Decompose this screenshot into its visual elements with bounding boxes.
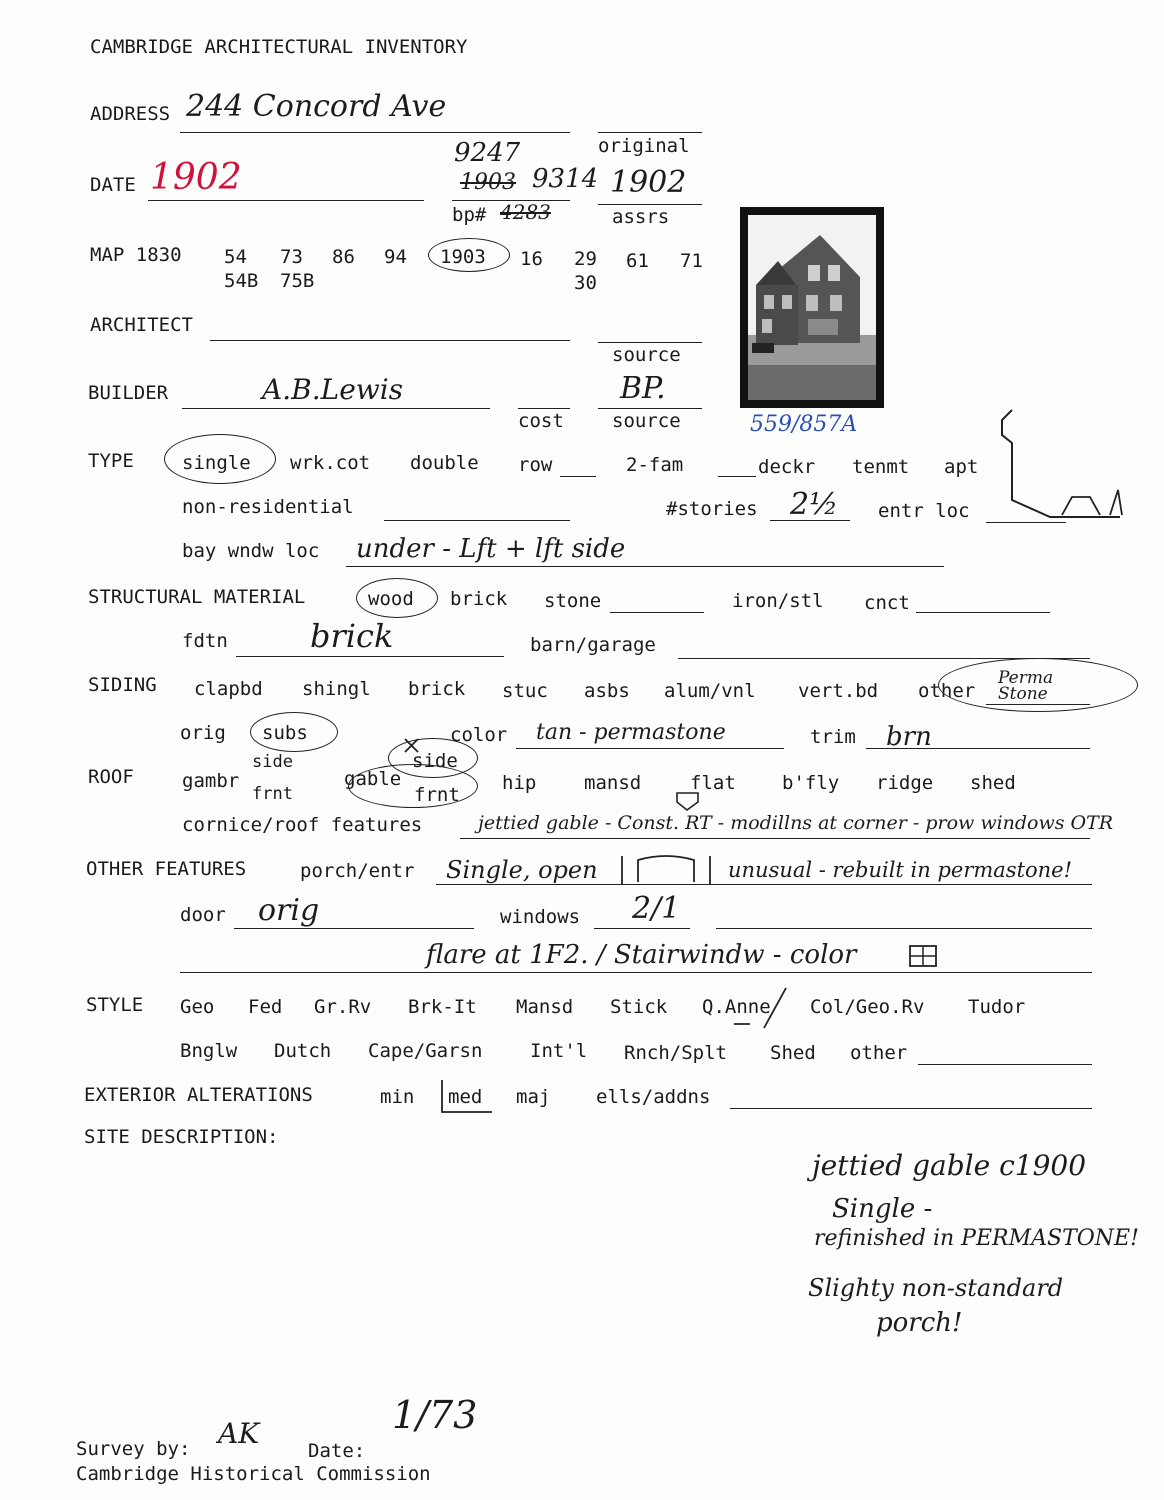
map-year-1903: 1903: [440, 246, 486, 268]
style-cape-garsn: Cape/Garsn: [368, 1040, 483, 1062]
survey-label: Survey by:: [76, 1438, 191, 1460]
door-value: orig: [258, 893, 320, 928]
style-geo: Geo: [180, 996, 215, 1018]
entr-loc-label: entr loc: [878, 500, 970, 522]
map-label: MAP 1830: [90, 244, 182, 266]
bp-new-value: 9314: [532, 164, 599, 194]
map-year-16: 16: [520, 248, 543, 270]
orig-label: orig: [180, 722, 226, 744]
style-col-geo-rv: Col/Geo.Rv: [810, 996, 925, 1018]
roof-gable: gable: [344, 768, 402, 790]
porch-note: unusual - rebuilt in permastone!: [728, 858, 1073, 882]
roof-frnt-circle: [348, 764, 478, 808]
cost-label: cost: [518, 410, 564, 432]
siding-vert-bd: vert.bd: [798, 680, 879, 702]
siding-other-circle: [938, 658, 1138, 712]
siding-other: other: [918, 680, 976, 702]
map-year-54b: 54B: [224, 270, 259, 292]
stories-label: #stories: [666, 498, 758, 520]
roof-mansd: mansd: [584, 772, 642, 794]
cornice-label: cornice/roof features: [182, 814, 423, 836]
roof-gable-side: side: [412, 750, 458, 772]
map-year-61: 61: [626, 250, 649, 272]
fdtn-line: [236, 656, 504, 657]
style-intl: Int'l: [530, 1040, 588, 1062]
original-assrs-value: 1902: [610, 165, 687, 200]
map-1903-circle: [428, 238, 510, 272]
architect-source-label: source: [612, 344, 681, 366]
photo-number: 559/857A: [750, 412, 858, 437]
style-fed: Fed: [248, 996, 283, 1018]
site-note-3: refinished in PERMASTONE!: [814, 1226, 1139, 1251]
date-line: [148, 200, 424, 201]
roof-hip: hip: [502, 772, 537, 794]
windows-extra-line: [716, 928, 1092, 929]
siding-shingl: shingl: [302, 678, 371, 700]
builder-source-label: source: [612, 410, 681, 432]
roof-flat-sketch: [674, 788, 704, 814]
type-row-line: [560, 476, 596, 477]
trim-label: trim: [810, 726, 856, 748]
door-label: door: [180, 904, 226, 926]
structural-wood: wood: [368, 588, 414, 610]
structural-brick: brick: [450, 588, 508, 610]
alteration-med: med: [448, 1086, 483, 1108]
address-line: [180, 132, 570, 133]
style-label: STYLE: [86, 994, 144, 1016]
alteration-maj: maj: [516, 1086, 551, 1108]
architect-line: [210, 340, 570, 341]
bay-value: under - Lft + lft side: [356, 534, 626, 564]
site-note-5: porch!: [876, 1308, 963, 1338]
style-tudor: Tudor: [968, 996, 1026, 1018]
architect-label: ARCHITECT: [90, 314, 193, 336]
type-wrk-cot: wrk.cot: [290, 452, 371, 474]
house-photo-image: [748, 215, 876, 400]
style-stick: Stick: [610, 996, 668, 1018]
roof-gambr-frnt: frnt: [252, 784, 293, 804]
trim-value: brn: [886, 722, 932, 752]
roof-flat: flat: [690, 772, 736, 794]
builder-source-value: BP.: [620, 371, 666, 406]
commission-name: Cambridge Historical Commission: [76, 1463, 431, 1485]
entr-loc-line: [986, 522, 1066, 523]
bp-struck-value: 1903: [460, 170, 516, 195]
fdtn-label: fdtn: [182, 630, 228, 652]
stone-line: [610, 612, 704, 613]
style-other: other: [850, 1042, 908, 1064]
alterations-label: EXTERIOR ALTERATIONS: [84, 1084, 313, 1106]
bp-number-struck: 4283: [500, 200, 551, 224]
bp-top-value: 9247: [454, 138, 521, 168]
style-gr-rv: Gr.Rv: [314, 996, 372, 1018]
survey-date-label: Date:: [308, 1440, 366, 1462]
style-bnglw: Bnglw: [180, 1040, 238, 1062]
siding-brick: brick: [408, 678, 466, 700]
windows-value: 2/1: [632, 891, 681, 926]
type-deckr-line: [718, 476, 756, 477]
map-year-29: 29: [574, 248, 597, 270]
features-extra-line: [180, 972, 1092, 973]
type-double: double: [410, 452, 479, 474]
site-note-1: jettied gable c1900: [812, 1149, 1087, 1182]
map-year-75b: 75B: [280, 270, 315, 292]
structural-cnct: cnct: [864, 592, 910, 614]
style-qanne-col-mark: [730, 984, 810, 1032]
architect-source-line: [598, 342, 702, 343]
type-apt: apt: [944, 456, 979, 478]
site-note-2: Single -: [832, 1194, 933, 1224]
windows-line: [594, 928, 690, 929]
cornice-value: jettied gable - Const. RT - modillns at corner - prow windows OTR: [478, 812, 1114, 834]
survey-by-value: AK: [218, 1417, 260, 1450]
siding-other-value: Perma Stone: [998, 668, 1054, 705]
map-year-94: 94: [384, 246, 407, 268]
alteration-ells: ells/addns: [596, 1086, 711, 1108]
original-label: original: [598, 135, 690, 157]
structural-label: STRUCTURAL MATERIAL: [88, 586, 306, 608]
stair-window-sketch: [906, 942, 940, 970]
type-single: single: [182, 452, 251, 474]
roof-ridge: ridge: [876, 772, 934, 794]
map-year-30: 30: [574, 272, 597, 294]
structural-iron: iron/stl: [732, 590, 824, 612]
site-label: SITE DESCRIPTION:: [84, 1126, 279, 1148]
bay-label: bay wndw loc: [182, 540, 320, 562]
assrs-label: assrs: [612, 206, 670, 228]
site-note-4: Slighty non-standard: [808, 1274, 1064, 1302]
alteration-med-mark: [436, 1078, 496, 1118]
cornice-line: [460, 838, 1090, 839]
roof-gambr: gambr: [182, 770, 240, 792]
siding-stuc: stuc: [502, 680, 548, 702]
address-label: ADDRESS: [90, 103, 171, 125]
type-single-circle: [164, 434, 276, 484]
map-year-71: 71: [680, 250, 703, 272]
siding-alum-vnl: alum/vnl: [664, 680, 756, 702]
type-label: TYPE: [88, 450, 134, 472]
fdtn-value: brick: [310, 617, 394, 655]
roof-gable-frnt: frnt: [414, 784, 460, 806]
entrance-sketch: [990, 405, 1130, 535]
builder-label: BUILDER: [88, 382, 169, 404]
color-line: [516, 748, 784, 749]
style-rnch-splt: Rnch/Splt: [624, 1042, 727, 1064]
original-top-line: [598, 132, 702, 133]
nonres-label: non-residential: [182, 496, 354, 518]
form-title: CAMBRIDGE ARCHITECTURAL INVENTORY: [90, 36, 468, 58]
roof-bfly: b'fly: [782, 772, 840, 794]
structural-wood-circle: [356, 578, 438, 618]
structural-stone: stone: [544, 590, 602, 612]
type-tenmt: tenmt: [852, 456, 910, 478]
color-label: color: [450, 724, 508, 746]
other-features-label: OTHER FEATURES: [86, 858, 247, 880]
type-row: row: [518, 454, 553, 476]
roof-side-x-mark: [402, 736, 422, 756]
style-dutch: Dutch: [274, 1040, 332, 1062]
date-label: DATE: [90, 174, 136, 196]
cost-line: [518, 408, 570, 409]
bay-line: [346, 566, 944, 567]
color-value: tan - permastone: [536, 720, 726, 745]
map-year-54: 54: [224, 246, 247, 268]
siding-asbs: asbs: [584, 680, 630, 702]
style-shed: Shed: [770, 1042, 816, 1064]
builder-line: [182, 408, 490, 409]
windows-label: windows: [500, 906, 581, 928]
style-mansd: Mansd: [516, 996, 574, 1018]
porch-value: Single, open: [446, 856, 598, 884]
type-deckr: deckr: [758, 456, 816, 478]
ells-line: [730, 1108, 1092, 1109]
subs-circle: [250, 712, 338, 752]
address-value: 244 Concord Ave: [186, 89, 447, 124]
stories-value: 2½: [790, 487, 839, 522]
builder-value: A.B.Lewis: [262, 373, 404, 406]
roof-gambr-side: side: [252, 752, 293, 772]
assrs-line: [598, 204, 702, 205]
nonres-line: [384, 520, 570, 521]
style-q-anne: Q.Anne: [702, 996, 771, 1018]
house-photo: [740, 207, 884, 408]
porch-sketch: [618, 852, 714, 886]
map-year-86: 86: [332, 246, 355, 268]
survey-date-value: 1/73: [392, 1393, 478, 1437]
roof-label: ROOF: [88, 766, 134, 788]
cnct-line: [916, 612, 1050, 613]
date-value: 1902: [150, 157, 242, 198]
alteration-min: min: [380, 1086, 415, 1108]
style-other-line: [918, 1064, 1092, 1065]
siding-label: SIDING: [88, 674, 157, 696]
porch-label: porch/entr: [300, 860, 415, 882]
siding-clapbd: clapbd: [194, 678, 263, 700]
roof-shed: shed: [970, 772, 1016, 794]
barn-label: barn/garage: [530, 634, 656, 656]
porch-line: [436, 884, 1092, 885]
subs-label: subs: [262, 722, 308, 744]
style-brk-it: Brk-It: [408, 996, 477, 1018]
builder-source-line: [598, 408, 702, 409]
map-year-73: 73: [280, 246, 303, 268]
windows-extra-value: flare at 1F2. / Stairwindw - color: [426, 940, 857, 970]
bp-label: bp#: [452, 204, 487, 226]
type-2fam: 2-fam: [626, 454, 684, 476]
door-line: [234, 928, 474, 929]
